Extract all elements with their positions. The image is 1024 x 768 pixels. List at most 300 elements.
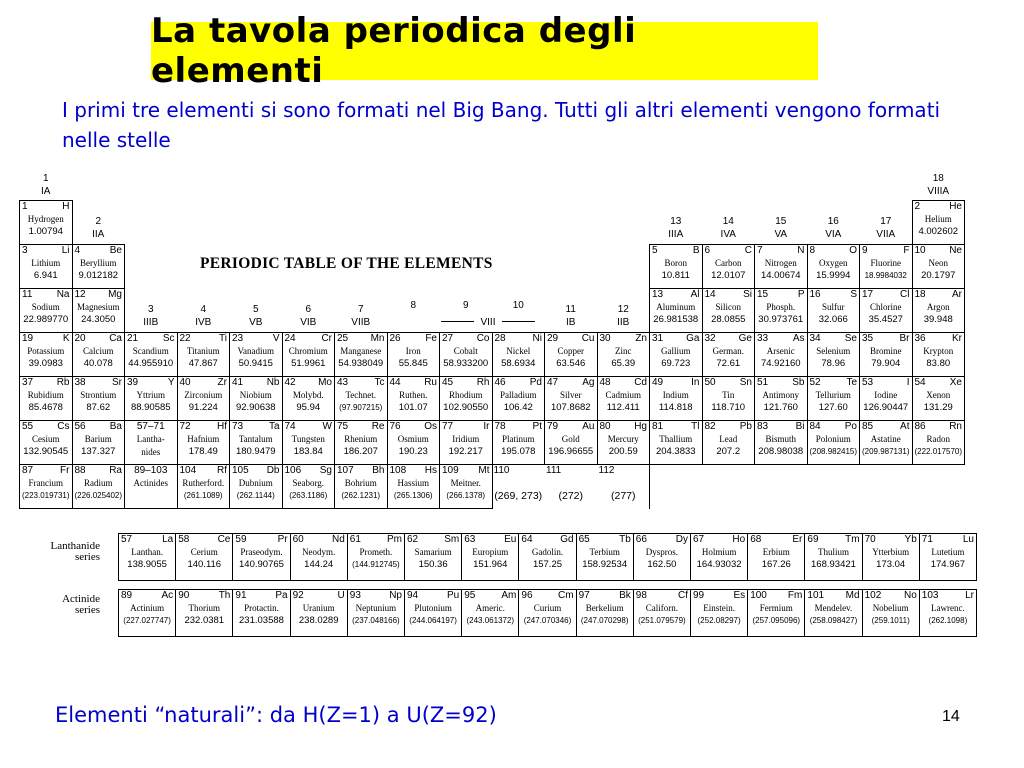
element-name: Tin	[722, 390, 735, 400]
element-cell	[859, 332, 913, 377]
element-symbol: S	[850, 289, 857, 300]
group-roman-label: VIB	[300, 317, 317, 328]
element-name: Platinum	[501, 434, 535, 444]
group-number: 7	[357, 304, 364, 315]
group-viii-label: VIII	[480, 317, 496, 328]
element-name: Fluorine	[870, 258, 901, 268]
element-symbol: Ni	[532, 333, 542, 344]
atomic-mass: 173.04	[876, 559, 906, 570]
atomic-number: 55	[22, 421, 34, 432]
atomic-mass: 137.327	[81, 446, 116, 457]
atomic-number: 42	[284, 377, 296, 388]
element-cell	[334, 332, 388, 377]
element-symbol: Br	[899, 333, 910, 344]
element-name: Fermium	[759, 603, 793, 613]
atomic-number: 19	[22, 333, 34, 344]
element-symbol: Hs	[424, 465, 437, 476]
element-name: Tungsten	[291, 434, 325, 444]
element-cell	[177, 420, 231, 465]
element-cell	[544, 420, 598, 465]
atomic-mass: 106.42	[503, 402, 533, 413]
atomic-mass: 95.94	[296, 402, 321, 413]
element-symbol: Sc	[162, 333, 175, 344]
element-cell	[19, 200, 73, 245]
atomic-mass: (222.017570)	[914, 447, 963, 456]
group-roman-label: VIIB	[351, 317, 371, 328]
element-cell	[912, 288, 966, 333]
element-cell	[518, 533, 576, 581]
element-symbol: Os	[424, 421, 437, 432]
atomic-number: 9	[862, 245, 868, 256]
element-symbol: Sm	[444, 534, 460, 545]
element-cell	[633, 533, 691, 581]
atomic-mass: (259.1011)	[871, 616, 910, 625]
element-cell	[597, 376, 651, 421]
element-name: Curium	[533, 603, 562, 613]
atomic-mass: 192.217	[448, 446, 483, 457]
slide-footer: Elementi “naturali”: da H(Z=1) a U(Z=92)	[55, 703, 497, 727]
atomic-mass: 30.973761	[758, 314, 804, 325]
element-cell	[747, 533, 805, 581]
element-name: Chlorine	[870, 302, 902, 312]
element-cell	[439, 376, 493, 421]
atomic-mass: 55.845	[398, 358, 428, 369]
atomic-mass: 157.25	[532, 559, 563, 570]
element-name: Hafnium	[187, 434, 220, 444]
element-name: Lithium	[31, 258, 61, 268]
element-symbol: Sn	[739, 377, 752, 388]
atomic-mass: 168.93421	[811, 559, 856, 570]
element-name: Polonium	[815, 434, 851, 444]
atomic-number: 25	[337, 333, 349, 344]
element-cell	[912, 332, 966, 377]
element-symbol: Tc	[374, 377, 385, 388]
atomic-number: 47	[547, 377, 559, 388]
element-cell	[118, 589, 176, 637]
element-symbol: Lr	[965, 590, 974, 601]
element-name: Mendelev.	[814, 603, 853, 613]
page-number: 14	[942, 708, 960, 725]
element-symbol: Ca	[109, 333, 122, 344]
element-symbol: Zn	[635, 333, 647, 344]
atomic-number: 15	[757, 289, 769, 300]
atomic-number: 10	[914, 245, 926, 256]
atomic-number: 18	[914, 289, 926, 300]
element-name: Calcium	[83, 346, 114, 356]
element-name: Californ.	[645, 603, 679, 613]
group-number: 12	[617, 304, 629, 315]
atomic-mass: (209.987131)	[861, 447, 910, 456]
atomic-mass: 39.948	[923, 314, 953, 325]
atomic-number: 105	[232, 465, 249, 476]
element-symbol: Bh	[372, 465, 385, 476]
atomic-mass: 101.07	[398, 402, 428, 413]
element-cell	[118, 533, 176, 581]
group-number: 18	[932, 173, 944, 184]
element-cell	[229, 376, 283, 421]
atomic-number: 16	[809, 289, 821, 300]
atomic-number: 64	[521, 534, 533, 545]
element-cell	[124, 376, 178, 421]
element-name: Hydrogen	[27, 214, 64, 224]
element-name: Zinc	[615, 346, 632, 356]
element-cell	[177, 464, 231, 509]
element-name: Aluminum	[656, 302, 696, 312]
element-symbol: V	[272, 333, 280, 344]
atomic-number: 95	[464, 590, 476, 601]
element-cell	[177, 332, 231, 377]
element-symbol: As	[792, 333, 805, 344]
element-cell	[72, 332, 126, 377]
atomic-mass: 195.078	[501, 446, 536, 457]
atomic-mass: 88.90585	[130, 402, 171, 413]
atomic-number: 73	[232, 421, 244, 432]
group-roman-label: VA	[774, 229, 788, 240]
element-cell	[807, 288, 861, 333]
atomic-number: 108	[389, 465, 407, 476]
atomic-number: 51	[757, 377, 769, 388]
group-number: 8	[410, 300, 417, 311]
element-cell	[807, 244, 861, 289]
atomic-mass: (265.1306)	[393, 491, 433, 500]
element-cell	[19, 332, 73, 377]
element-cell	[461, 533, 519, 581]
element-cell	[282, 332, 336, 377]
atomic-mass: 22.989770	[23, 314, 69, 325]
element-symbol: Eu	[504, 534, 517, 545]
atomic-mass: 138.9055	[127, 559, 167, 570]
group-roman-label: IIIA	[668, 229, 684, 240]
element-symbol: P	[797, 289, 805, 300]
group-number: 13	[670, 216, 682, 227]
atomic-number: 3	[22, 245, 28, 256]
element-cell	[649, 376, 703, 421]
atomic-mass: 14.00674	[760, 270, 801, 281]
atomic-mass: 118.710	[711, 402, 746, 413]
element-name: Krypton	[923, 346, 954, 356]
group-number: 2	[95, 216, 102, 227]
atomic-number: 89	[121, 590, 133, 601]
element-cell	[912, 244, 966, 289]
atomic-number: 57–71	[136, 421, 165, 432]
element-cell	[124, 420, 178, 465]
atomic-mass: 58.933200	[443, 358, 489, 369]
atomic-number: 62	[407, 534, 419, 545]
atomic-mass: 186.207	[343, 446, 378, 457]
element-cell	[229, 420, 283, 465]
atomic-mass: 121.760	[763, 402, 798, 413]
atomic-mass: 35.4527	[868, 314, 903, 325]
element-name: Sulfur	[822, 302, 845, 312]
element-symbol: Ru	[424, 377, 437, 388]
element-name: Radium	[84, 478, 113, 488]
element-name: Europium	[472, 547, 509, 557]
atomic-number: 79	[547, 421, 559, 432]
atomic-mass: 63.546	[556, 358, 586, 369]
element-symbol: W	[322, 421, 332, 432]
element-cell	[702, 376, 756, 421]
element-cell	[859, 420, 913, 465]
element-name: Silver	[560, 390, 582, 400]
element-symbol: Cs	[57, 421, 70, 432]
atomic-mass: 131.29	[923, 402, 953, 413]
element-cell	[229, 332, 283, 377]
element-symbol: Pa	[275, 590, 288, 601]
element-symbol: K	[62, 333, 70, 344]
atomic-mass: 20.1797	[921, 270, 956, 281]
element-symbol: N	[797, 245, 805, 256]
atomic-mass: (208.982415)	[809, 447, 858, 456]
element-name: Vanadium	[237, 346, 274, 356]
element-cell	[175, 589, 233, 637]
element-cell	[544, 376, 598, 421]
atomic-mass: 47.867	[188, 358, 218, 369]
element-cell	[518, 589, 576, 637]
element-cell	[387, 464, 441, 509]
element-name: Potassium	[27, 346, 65, 356]
element-symbol: Rn	[949, 421, 962, 432]
element-symbol: Ce	[217, 534, 231, 545]
element-name: Thorium	[188, 603, 221, 613]
group-roman-label: VIA	[825, 229, 842, 240]
element-symbol: Ag	[582, 377, 595, 388]
atomic-number: 69	[807, 534, 819, 545]
element-name: Prometh.	[359, 547, 393, 557]
atomic-number: 7	[757, 245, 763, 256]
atomic-number: 28	[494, 333, 506, 344]
element-cell	[804, 533, 862, 581]
atomic-mass: (269, 273)	[494, 490, 543, 502]
atomic-mass: (247.070346)	[523, 616, 572, 625]
element-symbol: Es	[733, 590, 746, 601]
element-name: Terbium	[589, 547, 620, 557]
atomic-mass: 28.0855	[711, 314, 746, 325]
atomic-mass: (257.095096)	[752, 616, 801, 625]
atomic-number: 13	[652, 289, 664, 300]
element-cell	[754, 244, 808, 289]
element-symbol: Dy	[675, 534, 688, 545]
atomic-mass: 6.941	[33, 270, 58, 281]
element-name: Indium	[662, 390, 689, 400]
atomic-number: 88	[74, 465, 86, 476]
element-cell	[72, 244, 126, 289]
atomic-number: 38	[74, 377, 86, 388]
atomic-mass: 15.9994	[816, 270, 851, 281]
element-cell	[919, 589, 977, 637]
atomic-number: 46	[494, 377, 506, 388]
element-name: Nitrogen	[764, 258, 797, 268]
atomic-mass: 83.80	[926, 358, 951, 369]
element-cell	[439, 464, 493, 509]
element-name: Copper	[557, 346, 584, 356]
element-name: Francium	[28, 478, 63, 488]
element-cell	[807, 376, 861, 421]
element-name: Radon	[926, 434, 950, 444]
element-name: Rutherford.	[182, 478, 225, 488]
element-name: Niobium	[239, 390, 272, 400]
atomic-number: 98	[635, 590, 647, 601]
element-cell	[282, 464, 336, 509]
periodic-table-heading: PERIODIC TABLE OF THE ELEMENTS	[200, 255, 493, 272]
atomic-number: 109	[442, 465, 459, 476]
element-cell	[807, 420, 861, 465]
element-cell	[175, 533, 233, 581]
atomic-mass: 58.6934	[501, 358, 536, 369]
atomic-mass: (237.048166)	[352, 616, 400, 625]
atomic-mass: 107.8682	[550, 402, 591, 413]
atomic-number: 50	[704, 377, 716, 388]
element-cell	[690, 533, 748, 581]
element-cell	[347, 533, 405, 581]
atomic-mass: 18.9984032	[864, 271, 907, 280]
element-symbol: Yb	[904, 534, 917, 545]
atomic-number: 81	[652, 421, 664, 432]
element-symbol: In	[691, 377, 700, 388]
element-name: Neodym.	[302, 547, 336, 557]
atomic-mass: (226.025402)	[74, 491, 123, 500]
element-name: Dubnium	[238, 478, 273, 488]
element-name: Gallium	[661, 346, 691, 356]
atomic-number: 87	[22, 465, 34, 476]
element-symbol: Tl	[691, 421, 700, 432]
element-name: Gold	[561, 434, 580, 444]
atomic-mass: 44.955910	[128, 358, 174, 369]
element-symbol: Se	[844, 333, 857, 344]
atomic-number: 106	[284, 465, 302, 476]
element-name: Ruthen.	[399, 390, 428, 400]
element-symbol: Gd	[560, 534, 574, 545]
atomic-number: 74	[284, 421, 296, 432]
element-name: Americ.	[475, 603, 505, 613]
atomic-number: 103	[921, 590, 939, 601]
atomic-number: 71	[921, 534, 933, 545]
element-symbol: Mo	[318, 377, 332, 388]
atomic-mass: 85.4678	[28, 402, 63, 413]
element-symbol: Tm	[845, 534, 860, 545]
atomic-number: 84	[809, 421, 821, 432]
group-number: 15	[775, 216, 787, 227]
element-name: Plutonium	[414, 603, 452, 613]
element-symbol: Rb	[56, 377, 70, 388]
element-symbol: U	[337, 590, 345, 601]
element-symbol: Cl	[900, 289, 910, 300]
atomic-number: 70	[864, 534, 876, 545]
element-symbol: Si	[743, 289, 752, 300]
element-name: Phosph.	[766, 302, 796, 312]
element-name: Nobelium	[872, 603, 909, 613]
element-cell	[649, 420, 703, 465]
atomic-number: 48	[599, 377, 611, 388]
element-cell	[19, 464, 73, 509]
element-cell	[282, 420, 336, 465]
element-name: Rhodium	[448, 390, 483, 400]
element-name: Iodine	[874, 390, 898, 400]
group-roman-label: IVA	[720, 229, 736, 240]
element-name: Zirconium	[184, 390, 223, 400]
element-symbol: Pb	[739, 421, 752, 432]
element-cell	[576, 589, 634, 637]
atomic-number: 5	[652, 245, 658, 256]
group-number: 4	[200, 304, 207, 315]
element-symbol: Pt	[532, 421, 542, 432]
group-roman-label: VIIIA	[927, 186, 950, 197]
atomic-number: 93	[349, 590, 361, 601]
element-cell	[19, 420, 73, 465]
element-symbol: La	[162, 534, 174, 545]
element-cell	[461, 589, 519, 637]
atomic-mass: (263.1186)	[289, 491, 328, 500]
element-cell	[702, 288, 756, 333]
element-symbol: Rh	[476, 377, 490, 388]
element-name: Holmium	[701, 547, 737, 557]
element-cell	[754, 376, 808, 421]
element-symbol: B	[692, 245, 700, 256]
element-cell	[19, 376, 73, 421]
element-name: Iridium	[452, 434, 480, 444]
atomic-mass: 40.078	[83, 358, 113, 369]
atomic-mass: 180.9479	[235, 446, 276, 457]
element-name: Chromium	[288, 346, 328, 356]
element-symbol: Po	[844, 421, 857, 432]
element-name: Ytterbium	[872, 547, 910, 557]
atomic-mass: 12.0107	[711, 270, 746, 281]
element-symbol: Cd	[634, 377, 647, 388]
atomic-mass: 132.90545	[23, 446, 69, 457]
atomic-mass: 114.818	[658, 402, 693, 413]
element-symbol: Ta	[268, 421, 280, 432]
element-name: Antimony	[762, 390, 799, 400]
atomic-mass: 158.92534	[582, 559, 628, 570]
element-name: Hassium	[397, 478, 429, 488]
element-cell	[859, 244, 913, 289]
element-symbol: Sr	[112, 377, 122, 388]
element-cell	[597, 420, 651, 465]
atomic-number: 111	[546, 465, 562, 476]
element-cell	[72, 464, 126, 509]
atomic-number: 89–103	[134, 465, 168, 476]
atomic-number: 44	[389, 377, 401, 388]
atomic-mass: 9.012182	[78, 270, 119, 281]
element-name: Lawrenc.	[931, 603, 965, 613]
element-name: Yttrium	[136, 390, 165, 400]
element-symbol: Hg	[634, 421, 647, 432]
element-cell	[404, 589, 462, 637]
element-cell	[387, 376, 441, 421]
group-number: 1	[42, 173, 49, 184]
atomic-mass: 74.92160	[760, 358, 801, 369]
atomic-mass: 87.62	[86, 402, 111, 413]
atomic-number: 102	[864, 590, 882, 601]
element-symbol: Fe	[425, 333, 437, 344]
element-cell	[229, 464, 283, 509]
slide-subtitle: I primi tre elementi si sono formati nel Big Bang. Tutti gli altri elementi vengono formati nelle stelle	[62, 98, 941, 152]
element-cell	[492, 332, 546, 377]
element-symbol: C	[744, 245, 752, 256]
atomic-mass: (251.079579)	[638, 616, 686, 625]
element-symbol: Bi	[795, 421, 805, 432]
atomic-mass: 54.938049	[338, 358, 384, 369]
atomic-number: 83	[757, 421, 769, 432]
element-name: Berkelium	[585, 603, 624, 613]
element-name: Technet.	[345, 390, 377, 400]
group-number: 3	[147, 304, 154, 315]
element-cell	[859, 376, 913, 421]
atomic-number: 82	[704, 421, 716, 432]
element-name: Beryllium	[80, 258, 117, 268]
atomic-mass: 144.24	[304, 559, 334, 570]
element-symbol: Fm	[787, 590, 803, 601]
atomic-number: 32	[704, 333, 716, 344]
